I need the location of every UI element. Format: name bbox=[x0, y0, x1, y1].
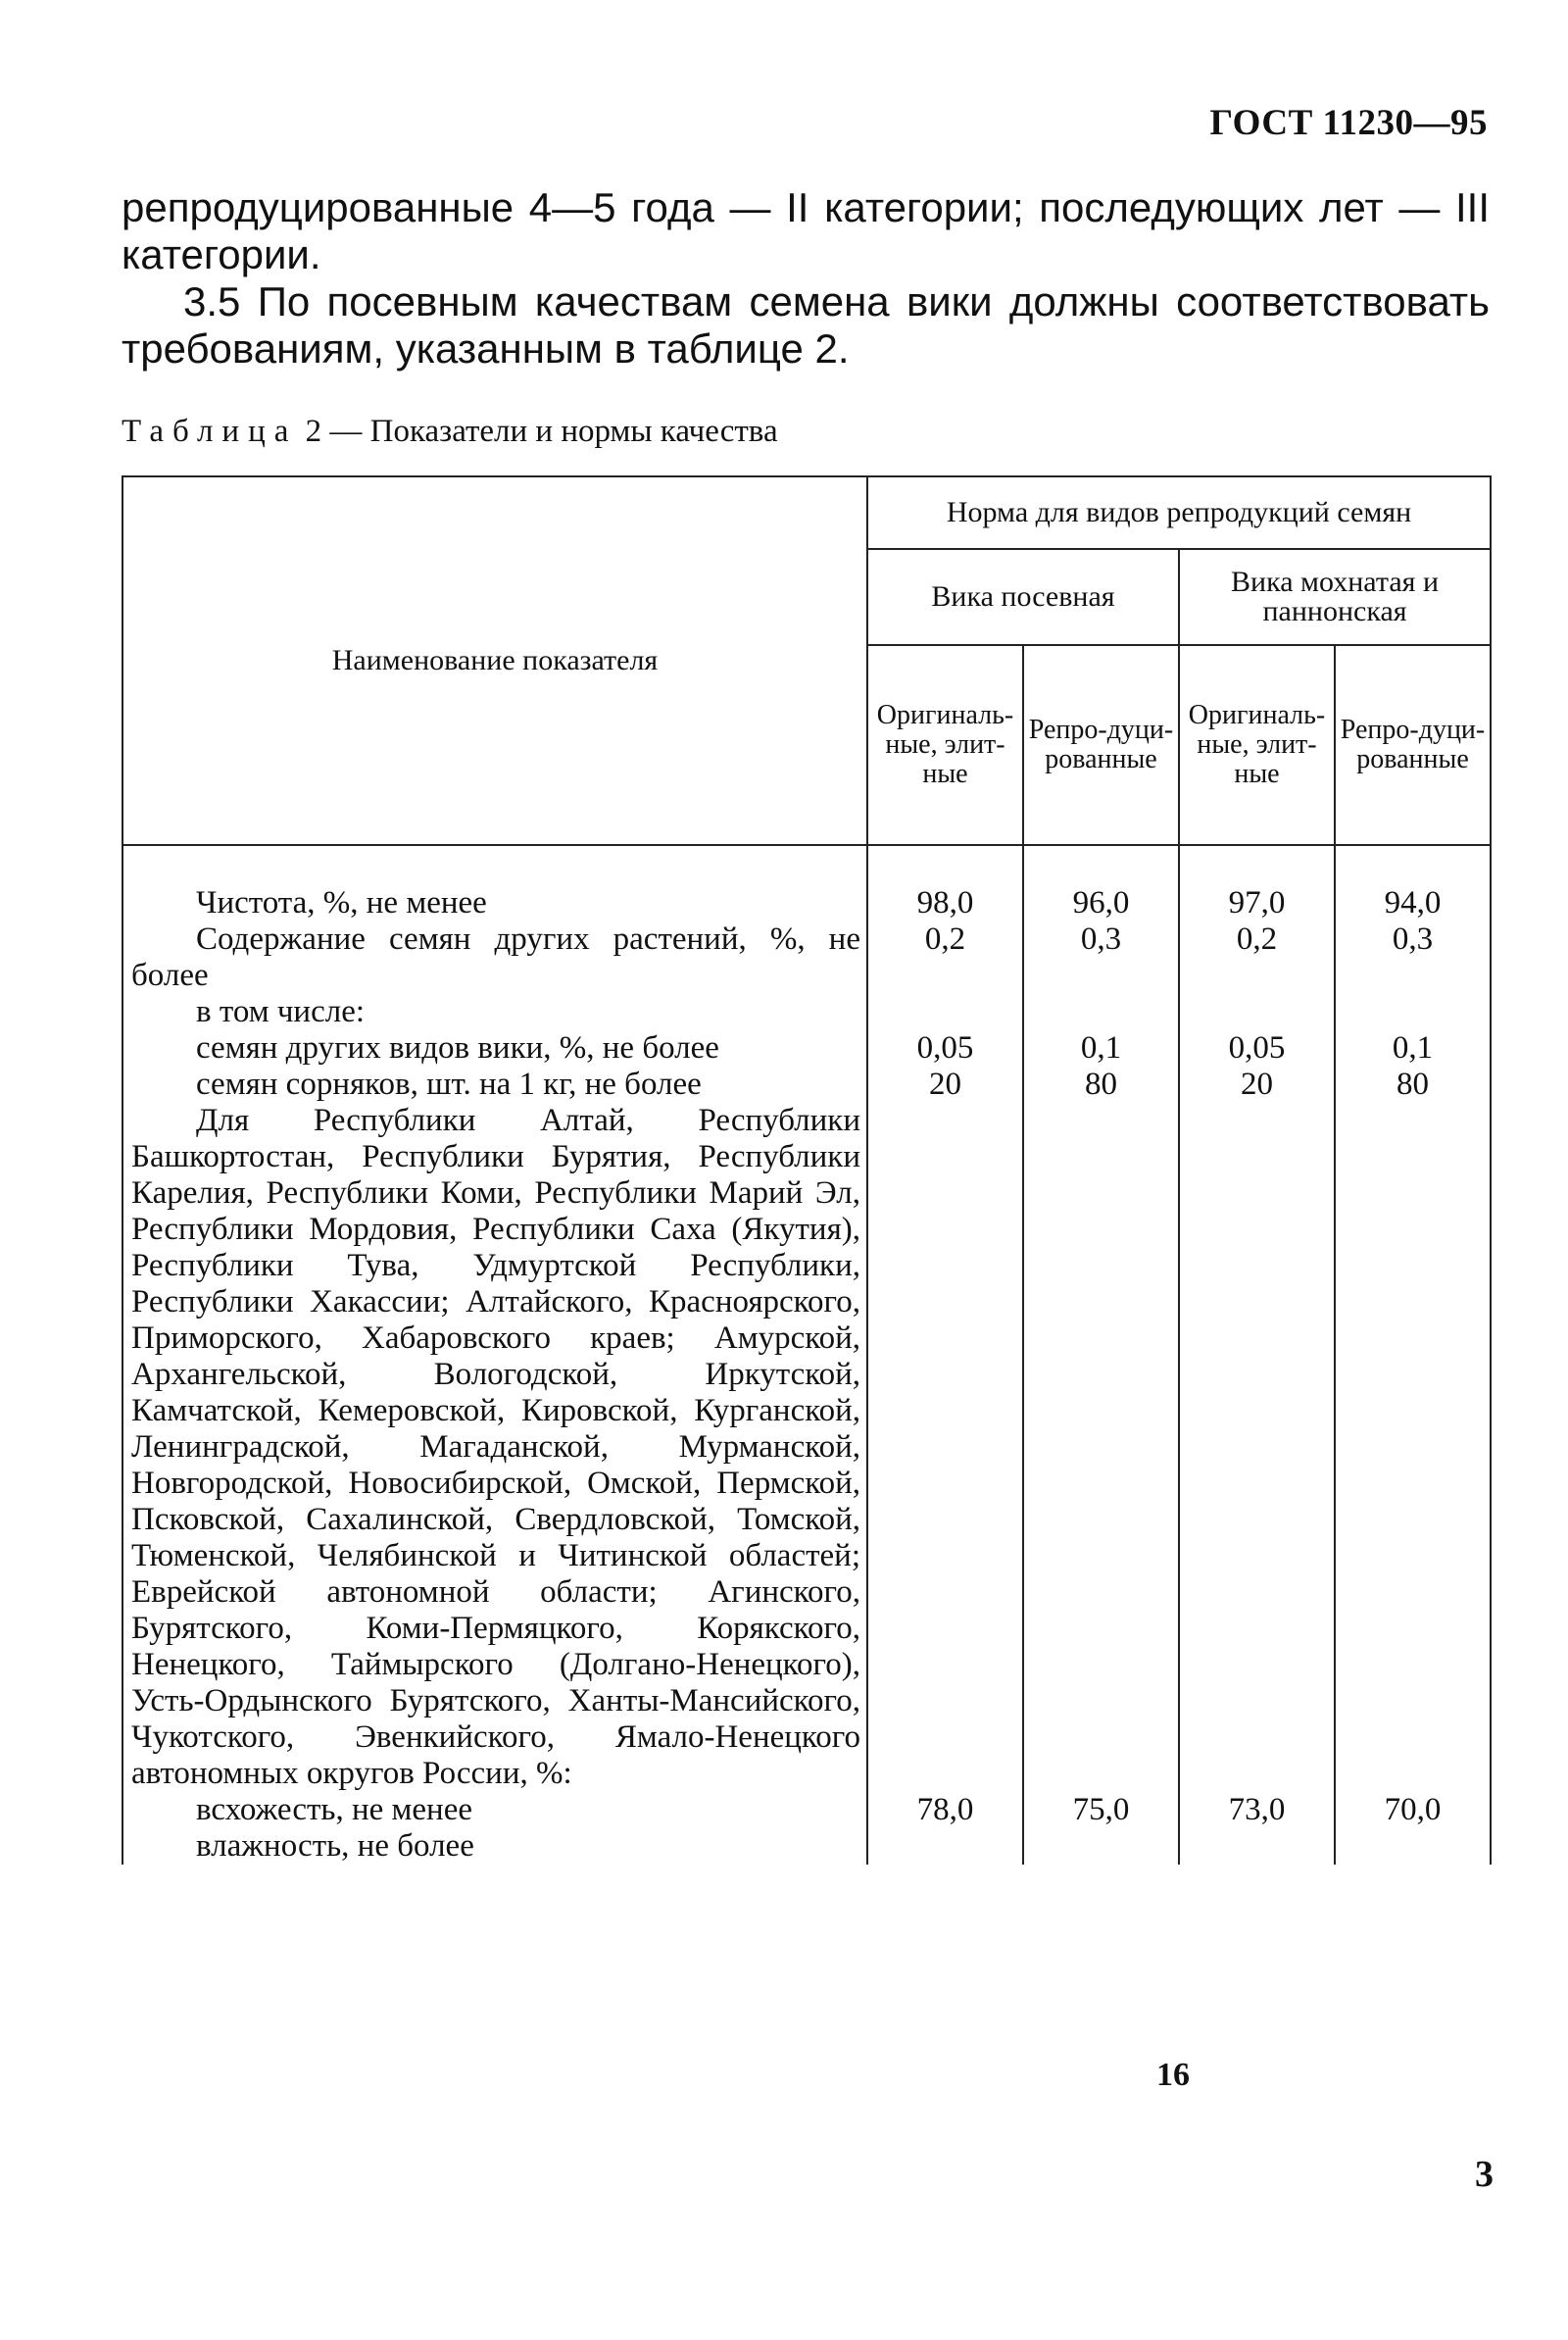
row-value: 78,0 bbox=[867, 1792, 1023, 1828]
table-row-moisture bbox=[122, 1828, 1491, 1865]
document-header: ГОСТ 11230—95 bbox=[1209, 103, 1488, 143]
row-value: 20 bbox=[867, 1067, 1023, 1103]
header-repro-reproduced-1: Репро-дуци-рованные bbox=[1023, 645, 1179, 845]
intro-paragraph-3-5: 3.5 По посевным качествам семена вики должны соответствовать требованиям, указанным в таблице 2. bbox=[122, 278, 1490, 372]
table-row-purity bbox=[122, 885, 1491, 921]
row-value bbox=[867, 1103, 1023, 1792]
intro-line-1: репродуцированные 4—5 года — II категории; последующих лет — III bbox=[122, 184, 1490, 230]
quality-norms-table bbox=[122, 475, 1492, 1865]
row-value: 73,0 bbox=[1179, 1792, 1335, 1828]
table-spacer-row bbox=[122, 845, 1491, 885]
row-value: 96,0 bbox=[1023, 885, 1179, 921]
row-value: 0,3 bbox=[1335, 921, 1491, 994]
row-value: 80 bbox=[1335, 1067, 1491, 1103]
table-caption bbox=[122, 414, 778, 450]
row-value bbox=[1023, 1828, 1179, 1865]
row-value: 20 bbox=[1179, 1067, 1335, 1103]
row-name: семян других видов вики, %, не более bbox=[122, 1030, 867, 1067]
table-row-other-plants bbox=[122, 921, 1491, 994]
row-value bbox=[1023, 1103, 1179, 1792]
row-value: 80 bbox=[1023, 1067, 1179, 1103]
row-value: 0,05 bbox=[1179, 1030, 1335, 1067]
row-name: Содержание семян других растений, %, не более bbox=[131, 921, 860, 993]
header-repro-original-2: Оригиналь-ные, элит-ные bbox=[1179, 645, 1335, 845]
row-name: Для Республики Алтай, Республики Башкортостан, Республики Бурятия, Республики Карелия, Республики Коми, Республики Марий Эл, Республики Мордовия, Республики Саха (Якутия), Республики Тува, Удмуртской Республики, Республики Хакассии; Алтайского, Красноярского, Приморского, Хабаровского краев; Амурской, Архангельской, Вологодской, Иркутской, Камчатской, Кемеровской, Кировской, Курганской, Ленинградской, Магаданской, Мурманской, Новгородской, Новосибирской, Омской, Пермской, Псковской, Сахалинской, Свердловской, Томской, Тюменской, Челябинской и Читинской областей; Еврейской автономной области; Агинского, Бурятского, Коми-Пермяцкого, Корякского, Ненецкого, Таймырского (Долгано-Ненецкого), Усть-Ордынского Бурятского, Ханты-Мансийского, Чукотского, Эвенкийского, Ямало-Ненецкого автономных округов России, %: bbox=[131, 1103, 860, 1791]
row-value: 0,1 bbox=[1023, 1030, 1179, 1067]
row-value: 0,3 bbox=[1023, 921, 1179, 994]
row-value bbox=[1335, 1828, 1491, 1865]
row-value bbox=[1023, 994, 1179, 1030]
header-species-sown-vetch: Вика посевная bbox=[867, 549, 1179, 645]
row-value: 0,1 bbox=[1335, 1030, 1491, 1067]
header-repro-original-1: Оригиналь-ные, элит-ные bbox=[867, 645, 1023, 845]
row-value: 70,0 bbox=[1335, 1792, 1491, 1828]
row-value: 98,0 bbox=[867, 885, 1023, 921]
row-value bbox=[867, 994, 1023, 1030]
row-value: 0,2 bbox=[867, 921, 1023, 994]
row-value bbox=[867, 1828, 1023, 1865]
row-name: влажность, не более bbox=[122, 1828, 867, 1865]
row-value bbox=[1179, 994, 1335, 1030]
header-indicator-name: Наименование показателя bbox=[122, 476, 867, 845]
row-name: всхожесть, не менее bbox=[122, 1792, 867, 1828]
row-value: 97,0 bbox=[1179, 885, 1335, 921]
page-number: 3 bbox=[1475, 2154, 1494, 2195]
table-row-germination bbox=[122, 1792, 1491, 1828]
row-value bbox=[1335, 1103, 1491, 1792]
footnote-number: 16 bbox=[1156, 2057, 1190, 2093]
header-norm: Норма для видов репродукций семян bbox=[867, 476, 1491, 549]
row-value bbox=[1179, 1828, 1335, 1865]
row-value: 0,2 bbox=[1179, 921, 1335, 994]
table-caption-prefix: Таблица bbox=[122, 414, 298, 449]
table-row-including bbox=[122, 994, 1491, 1030]
row-value bbox=[1179, 1103, 1335, 1792]
row-value: 94,0 bbox=[1335, 885, 1491, 921]
intro-line-2: категории. bbox=[122, 231, 321, 277]
row-name: семян сорняков, шт. на 1 кг, не более bbox=[122, 1067, 867, 1103]
table-row-regions bbox=[122, 1103, 1491, 1792]
row-value bbox=[1335, 994, 1491, 1030]
header-species-hairy-vetch: Вика мохнатая и паннонская bbox=[1179, 549, 1491, 645]
table-row-other-vetch bbox=[122, 1030, 1491, 1067]
table-row-weeds bbox=[122, 1067, 1491, 1103]
table-caption-title: 2 — Показатели и нормы качества bbox=[305, 414, 778, 449]
row-value: 75,0 bbox=[1023, 1792, 1179, 1828]
row-name: Чистота, %, не менее bbox=[122, 885, 867, 921]
row-name: в том числе: bbox=[122, 994, 867, 1030]
intro-text bbox=[122, 184, 1490, 373]
row-value: 0,05 bbox=[867, 1030, 1023, 1067]
header-repro-reproduced-2: Репро-дуци-рованные bbox=[1335, 645, 1491, 845]
